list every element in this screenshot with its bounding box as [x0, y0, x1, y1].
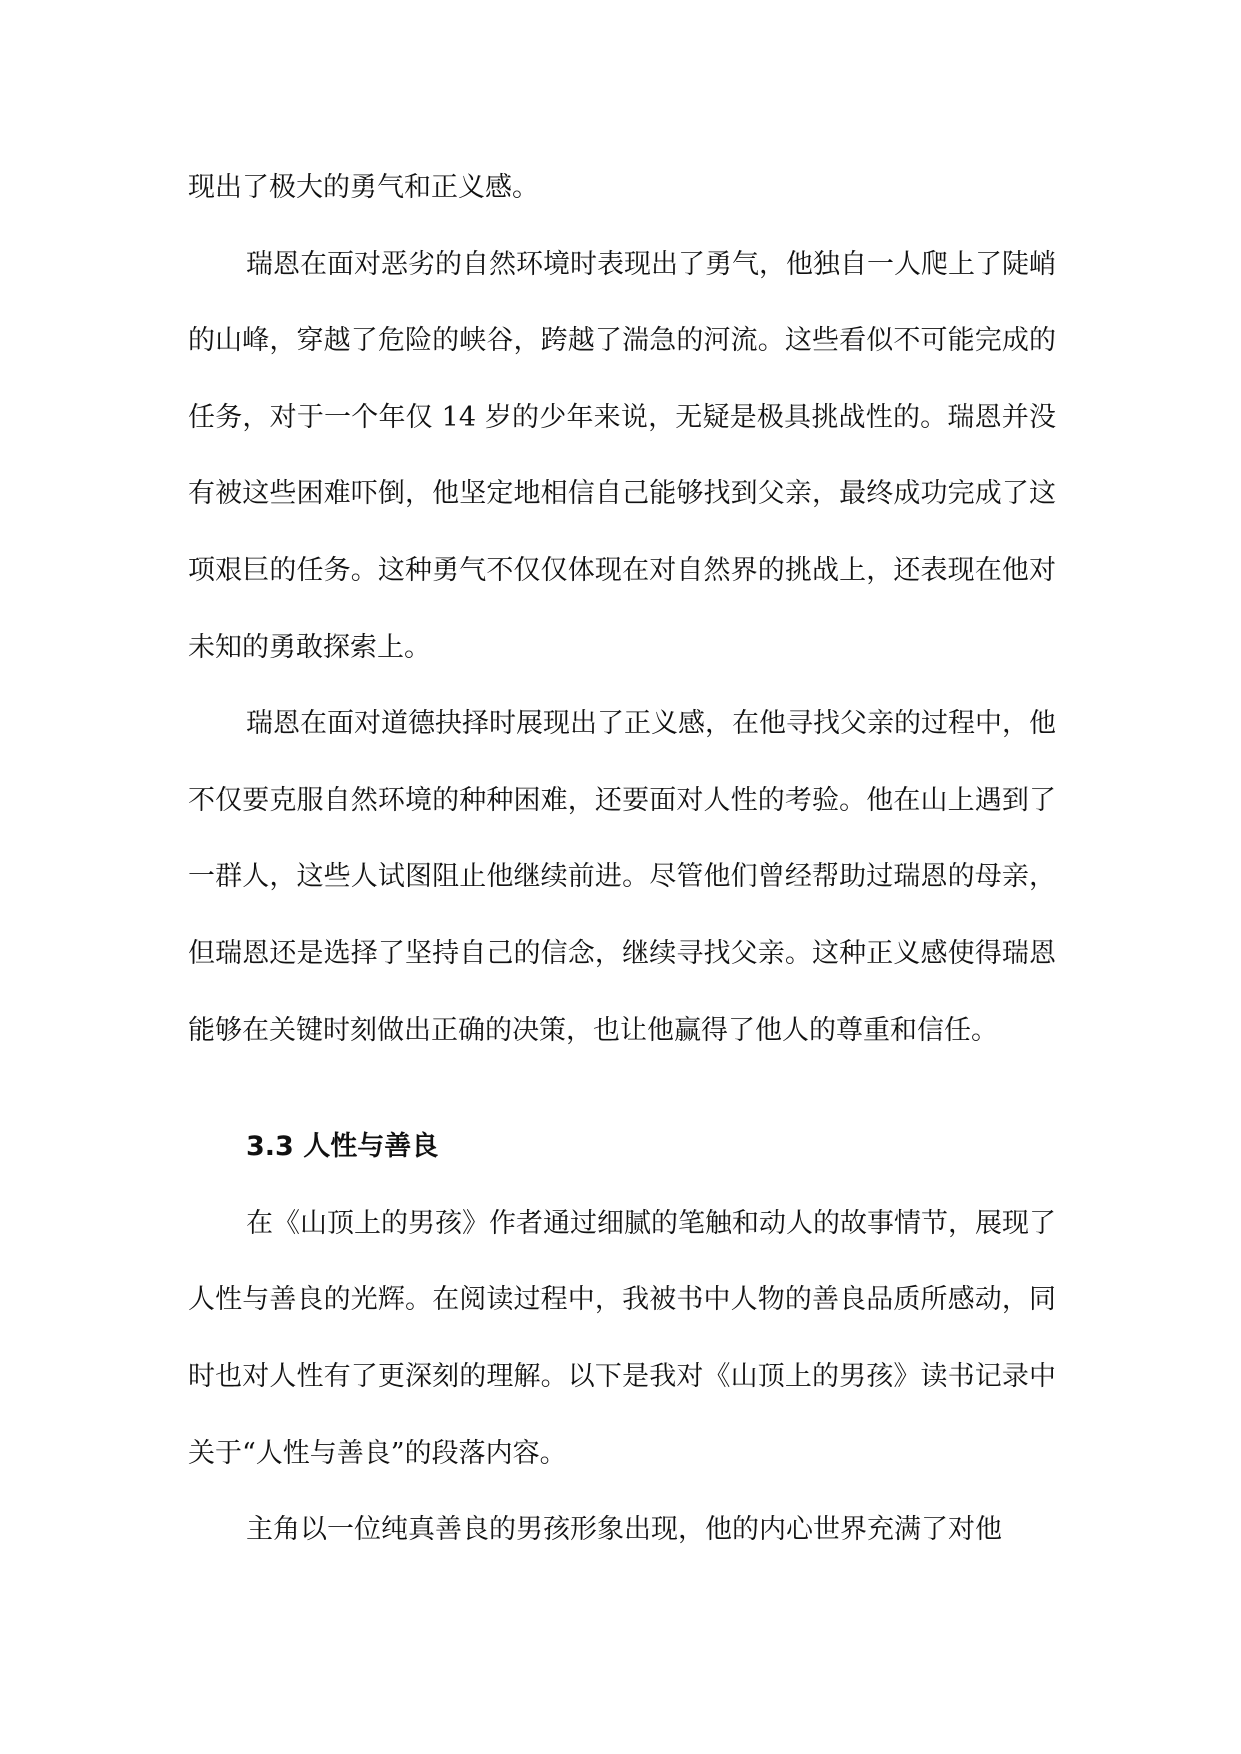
document-body: [188, 150, 1056, 1569]
paragraph-humanity-intro: 在《山顶上的男孩》作者通过细腻的笔触和动人的故事情节，展现了人性与善良的光辉。在阅读过程中，我被书中人物的善良品质所感动，同时也对人性有了更深刻的理解。以下是我对《山顶上的男孩》读书记录中关于“人性与善良”的段落内容。: [188, 1207, 1056, 1469]
section-heading: 3.3 人性与善良: [246, 1131, 439, 1163]
paragraph-protagonist: 主角以一位纯真善良的男孩形象出现，他的内心世界充满了对他: [246, 1514, 1002, 1546]
paragraph-continuation: 现出了极大的勇气和正义感。: [188, 172, 539, 203]
paragraph-justice: 瑞恩在面对道德抉择时展现出了正义感，在他寻找父亲的过程中，他不仅要克服自然环境的种种困难，还要面对人性的考验。他在山上遇到了一群人，这些人试图阻止他继续前进。尽管他们曾经帮助过瑞恩的母亲，但瑞恩还是选择了坚持自己的信念，继续寻找父亲。这种正义感使得瑞恩能够在关键时刻做出正确的决策，也让他赢得了他人的尊重和信任。: [188, 708, 1056, 1046]
paragraph-courage: 瑞恩在面对恶劣的自然环境时表现出了勇气，他独自一人爬上了陡峭的山峰，穿越了危险的峡谷，跨越了湍急的河流。这些看似不可能完成的任务，对于一个年仅 14 岁的少年来说，无疑是极具挑战性的。瑞恩并没有被这些困难吓倒，他坚定地相信自己能够找到父亲，最终成功完成了这项艰巨的任务。这种勇气不仅仅体现在对自然界的挑战上，还表现在他对未知的勇敢探索上。: [188, 248, 1056, 663]
